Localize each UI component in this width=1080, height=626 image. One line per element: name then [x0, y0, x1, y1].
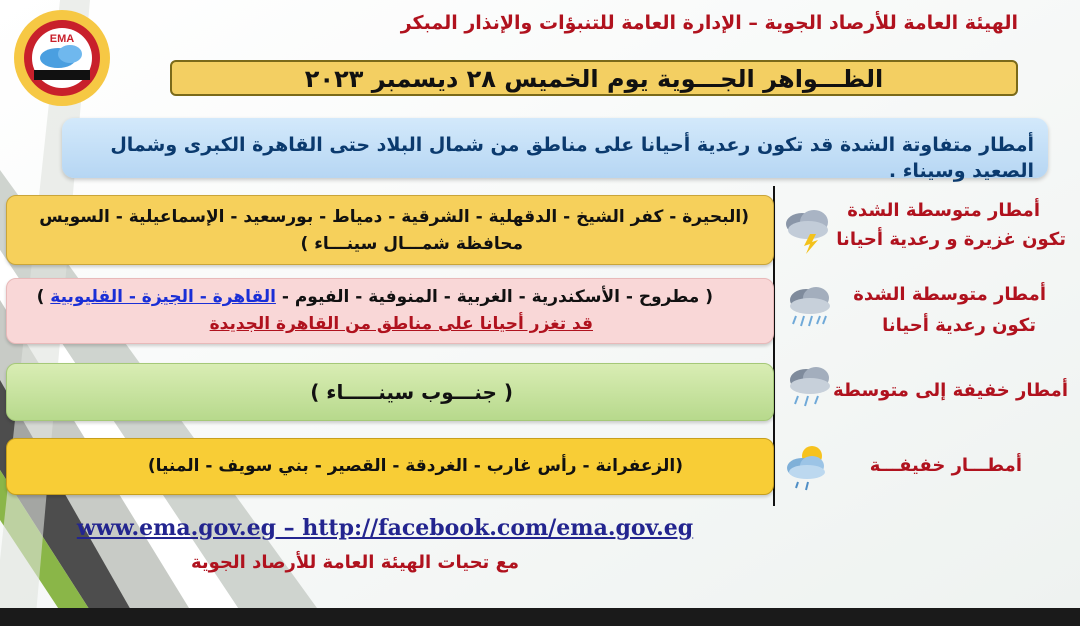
- row-1-category-line-1: أمطار متوسطة الشدة: [847, 200, 1040, 221]
- row-4-areas: (الزعفرانة - رأس غارب - الغردقة - القصير - بني سويف - المنيا): [147, 456, 683, 476]
- row-2-category-line-2: تكون رعدية أحيانا: [882, 315, 1036, 336]
- row-1-category-line-2: تكون غزيرة و رعدية أحيانا: [836, 229, 1066, 250]
- footer-links[interactable]: www.ema.gov.eg – http://facebook.com/ema.gov.eg: [76, 515, 694, 541]
- forecast-row-3: [6, 363, 774, 421]
- row-2-areas-part-3: ): [36, 287, 51, 307]
- header-title: الهيئة العامة للأرصاد الجوية – الإدارة العامة للتنبؤات والإنذار المبكر: [400, 12, 1018, 34]
- row-2-areas-line-2: قد تغزر أحيانا على مناطق من القاهرة الجديدة: [209, 314, 593, 334]
- row-2-areas-line-1: [37, 285, 713, 310]
- light-rain-icon: [780, 440, 836, 496]
- forecast-row-2: [6, 278, 774, 344]
- row-1-areas-line-2: محافظة شمـــال سينـــاء ): [300, 234, 523, 254]
- row-2-category-line-1: أمطار متوسطة الشدة: [853, 284, 1046, 305]
- row-3-category: أمطار خفيفة إلى متوسطة: [833, 380, 1068, 401]
- row-2-areas-part-1: ( مطروح - الأسكندرية - الغربية - المنوفية - الفيوم -: [275, 287, 713, 307]
- forecast-row-4: [6, 438, 774, 495]
- forecast-row-1: [6, 195, 774, 265]
- logo-text: EMA: [49, 33, 75, 45]
- row-2-areas-greater-cairo: القاهرة - الجيزة - القليوبية: [50, 287, 276, 307]
- date-bar: [170, 60, 1018, 96]
- row-4-category: أمطـــار خفيفـــة: [869, 455, 1022, 476]
- footer-thanks: مع تحيات الهيئة العامة للأرصاد الجوية: [190, 552, 520, 573]
- bottom-bar: [0, 608, 1080, 626]
- ema-logo: [12, 8, 112, 108]
- row-3-areas: ( جنـــوب سينـــــاء ): [310, 380, 513, 404]
- date-text: الظـــواهر الجـــوية يوم الخميس ٢٨ ديسمبر ٢٠٢٣: [304, 65, 884, 93]
- summary-text: أمطار متفاوتة الشدة قد تكون رعدية أحيانا على مناطق من شمال البلاد حتى القاهرة الكبرى وشمال الصعيد وسيناء .: [110, 134, 1034, 182]
- row-1-areas-line-1: (البحيرة - كفر الشيخ - الدقهلية - الشرقية - دمياط - بورسعيد - الإسماعيلية - السويس: [39, 207, 749, 227]
- summary-box: [62, 118, 1048, 182]
